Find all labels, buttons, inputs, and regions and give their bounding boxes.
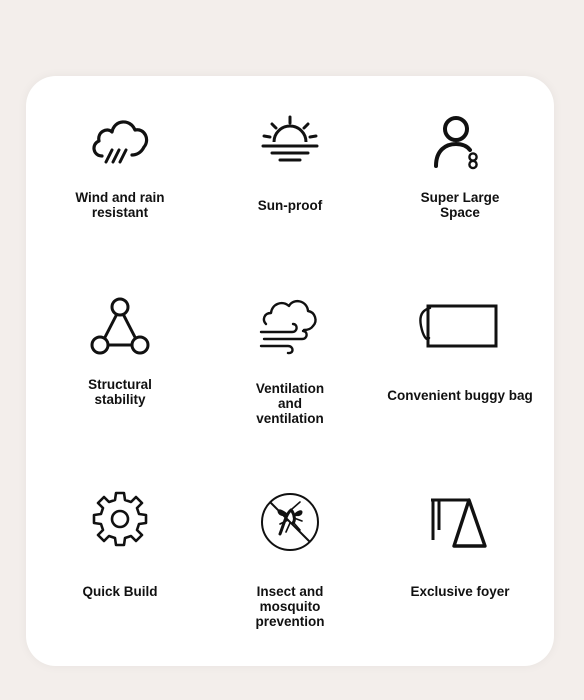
- person-space-icon: [428, 112, 492, 172]
- feature-buggy-bag: [372, 286, 548, 476]
- no-mosquito-icon: [258, 490, 322, 554]
- feature-wind-rain: [32, 96, 208, 286]
- feature-sun-proof: [202, 96, 378, 286]
- cloud-rain-icon: [88, 112, 152, 168]
- feature-structural: [32, 286, 208, 476]
- feature-quick-build: [32, 476, 208, 666]
- feature-insect: [202, 476, 378, 666]
- feature-large-space: [372, 96, 548, 286]
- feature-label: Sun-proof: [257, 198, 323, 213]
- feature-label: Convenient buggy bag: [387, 388, 533, 403]
- feature-label: Exclusive foyer: [410, 584, 510, 599]
- clutch-bag-icon: [418, 302, 502, 352]
- feature-ventilation: [202, 286, 378, 476]
- feature-label: Structural stability: [88, 377, 152, 407]
- feature-label: Ventilation and ventilation: [255, 381, 325, 426]
- feature-label: Wind and rain resistant: [75, 190, 165, 220]
- features-card: [26, 76, 554, 666]
- feature-label: Super Large Space: [420, 190, 500, 220]
- triangle-nodes-icon: [88, 294, 152, 360]
- feature-label: Insect and mosquito prevention: [255, 584, 325, 629]
- feature-label: Quick Build: [82, 584, 158, 599]
- cloud-wind-icon: [258, 294, 322, 356]
- tent-frame-icon: [425, 494, 495, 554]
- sunrise-icon: [258, 112, 322, 168]
- gear-icon: [88, 490, 152, 554]
- feature-foyer: [372, 476, 548, 666]
